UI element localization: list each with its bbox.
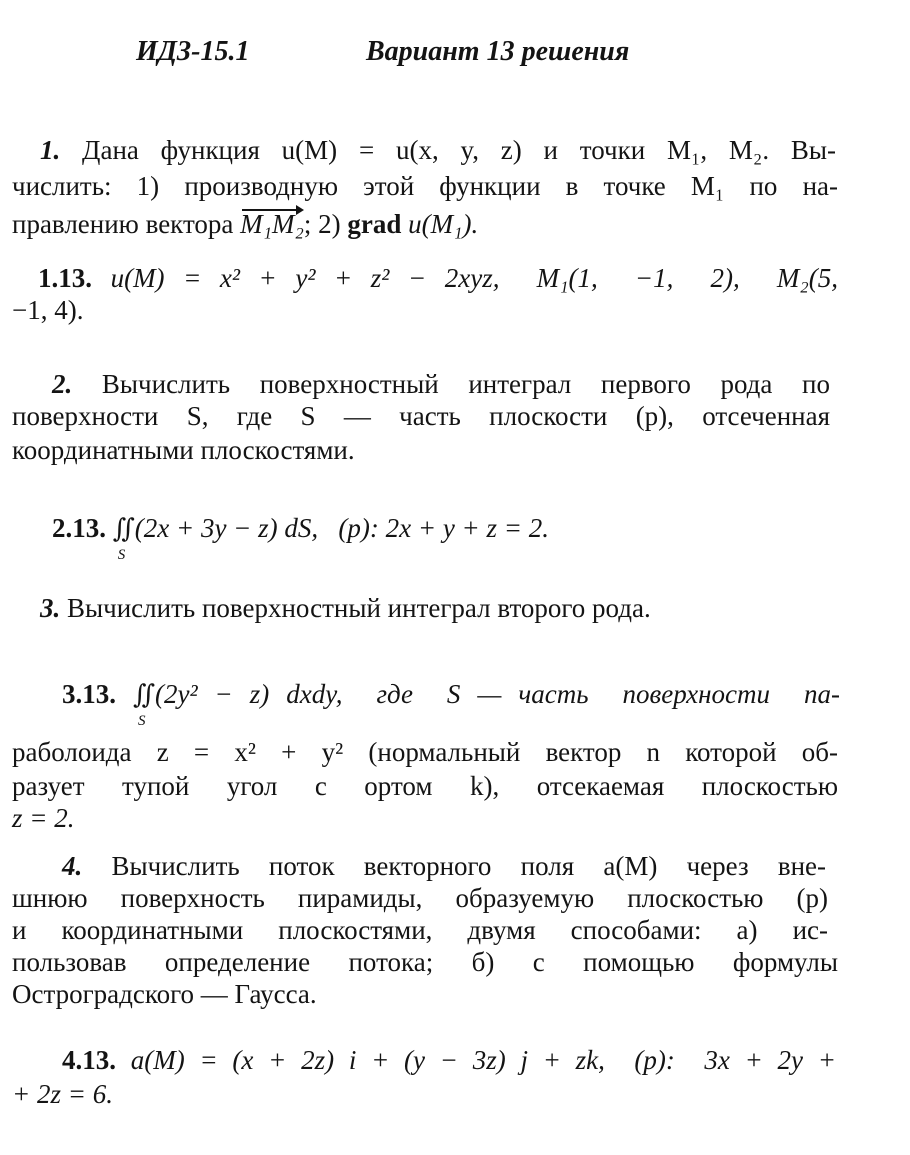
- task-3-variant-number: 3.13.: [62, 679, 116, 709]
- task-4-line-1: 4. Вычислить поток векторного поля a(M) через вне-: [62, 851, 827, 881]
- task-4-variant-number: 4.13.: [62, 1045, 116, 1075]
- task-2-line-1: 2. Вычислить поверхностный интеграл первого рода по: [52, 369, 830, 399]
- doc-code: ИДЗ-15.1: [136, 36, 250, 67]
- task-3-variant-line-1: 3.13. ∬ S (2y² − z) dxdy, где S — часть поверхности па-: [62, 679, 841, 729]
- task-4-line-5: Остроградского — Гаусса.: [12, 979, 317, 1009]
- task-1-variant-line-1: 1.13. u(M) = x² + y² + z² − 2xyz, M₁(1, −1, 2), M₂(5,: [38, 263, 838, 293]
- task-3-variant-line-3: разует тупой угол с ортом k), отсекаемая плоскостью: [12, 771, 838, 801]
- task-1-number: 1.: [40, 135, 61, 165]
- task-2-line-2: поверхности S, где S — часть плоскости (p), отсеченная: [12, 401, 830, 431]
- task-1-line-3: правлению вектора M₁M₂; 2) grad u(M₁).: [12, 206, 478, 242]
- task-2-variant-number: 2.13.: [52, 513, 106, 543]
- variant-title: Вариант 13 решения: [366, 36, 630, 67]
- task-1-line-2: числить: 1) производную этой функции в точке M₁ по на-: [12, 171, 838, 201]
- task-4-line-3: и координатными плоскостями, двумя способами: а) ис-: [12, 915, 828, 945]
- task-1-variant-number: 1.13.: [38, 263, 92, 293]
- task-4-variant-line-2: + 2z = 6.: [12, 1079, 113, 1109]
- double-integral-icon: ∬ S: [133, 680, 156, 729]
- task-3-number: 3.: [40, 593, 61, 623]
- task-1-variant-line-2: −1, 4).: [12, 295, 84, 325]
- task-3-line-1: 3. Вычислить поверхностный интеграл второго рода.: [40, 593, 651, 623]
- task-3-variant-line-4: z = 2.: [12, 803, 75, 833]
- vector-m1m2: M₁M₂: [240, 206, 304, 242]
- task-2-variant: 2.13. ∬ S (2x + 3y − z) dS, (p): 2x + y + z = 2.: [52, 513, 550, 563]
- grad-label: grad: [347, 209, 402, 239]
- task-4-line-4: пользовав определение потока; б) с помощью формулы: [12, 947, 838, 977]
- task-3-variant-line-2: раболоида z = x² + y² (нормальный вектор n которой об-: [12, 737, 838, 767]
- task-4-variant-line-1: 4.13. a(M) = (x + 2z) i + (y − 3z) j + zk, (p): 3x + 2y +: [62, 1045, 836, 1075]
- task-1-line-1: 1. Дана функция u(M) = u(x, y, z) и точки M₁, M₂. Вы-: [40, 135, 837, 165]
- task-2-number: 2.: [52, 369, 73, 399]
- task-2-line-3: координатными плоскостями.: [12, 435, 355, 465]
- task-4-line-2: шнюю поверхность пирамиды, образуемую плоскостью (p): [12, 883, 828, 913]
- task-4-number: 4.: [62, 851, 83, 881]
- double-integral-icon: ∬ S: [112, 514, 135, 563]
